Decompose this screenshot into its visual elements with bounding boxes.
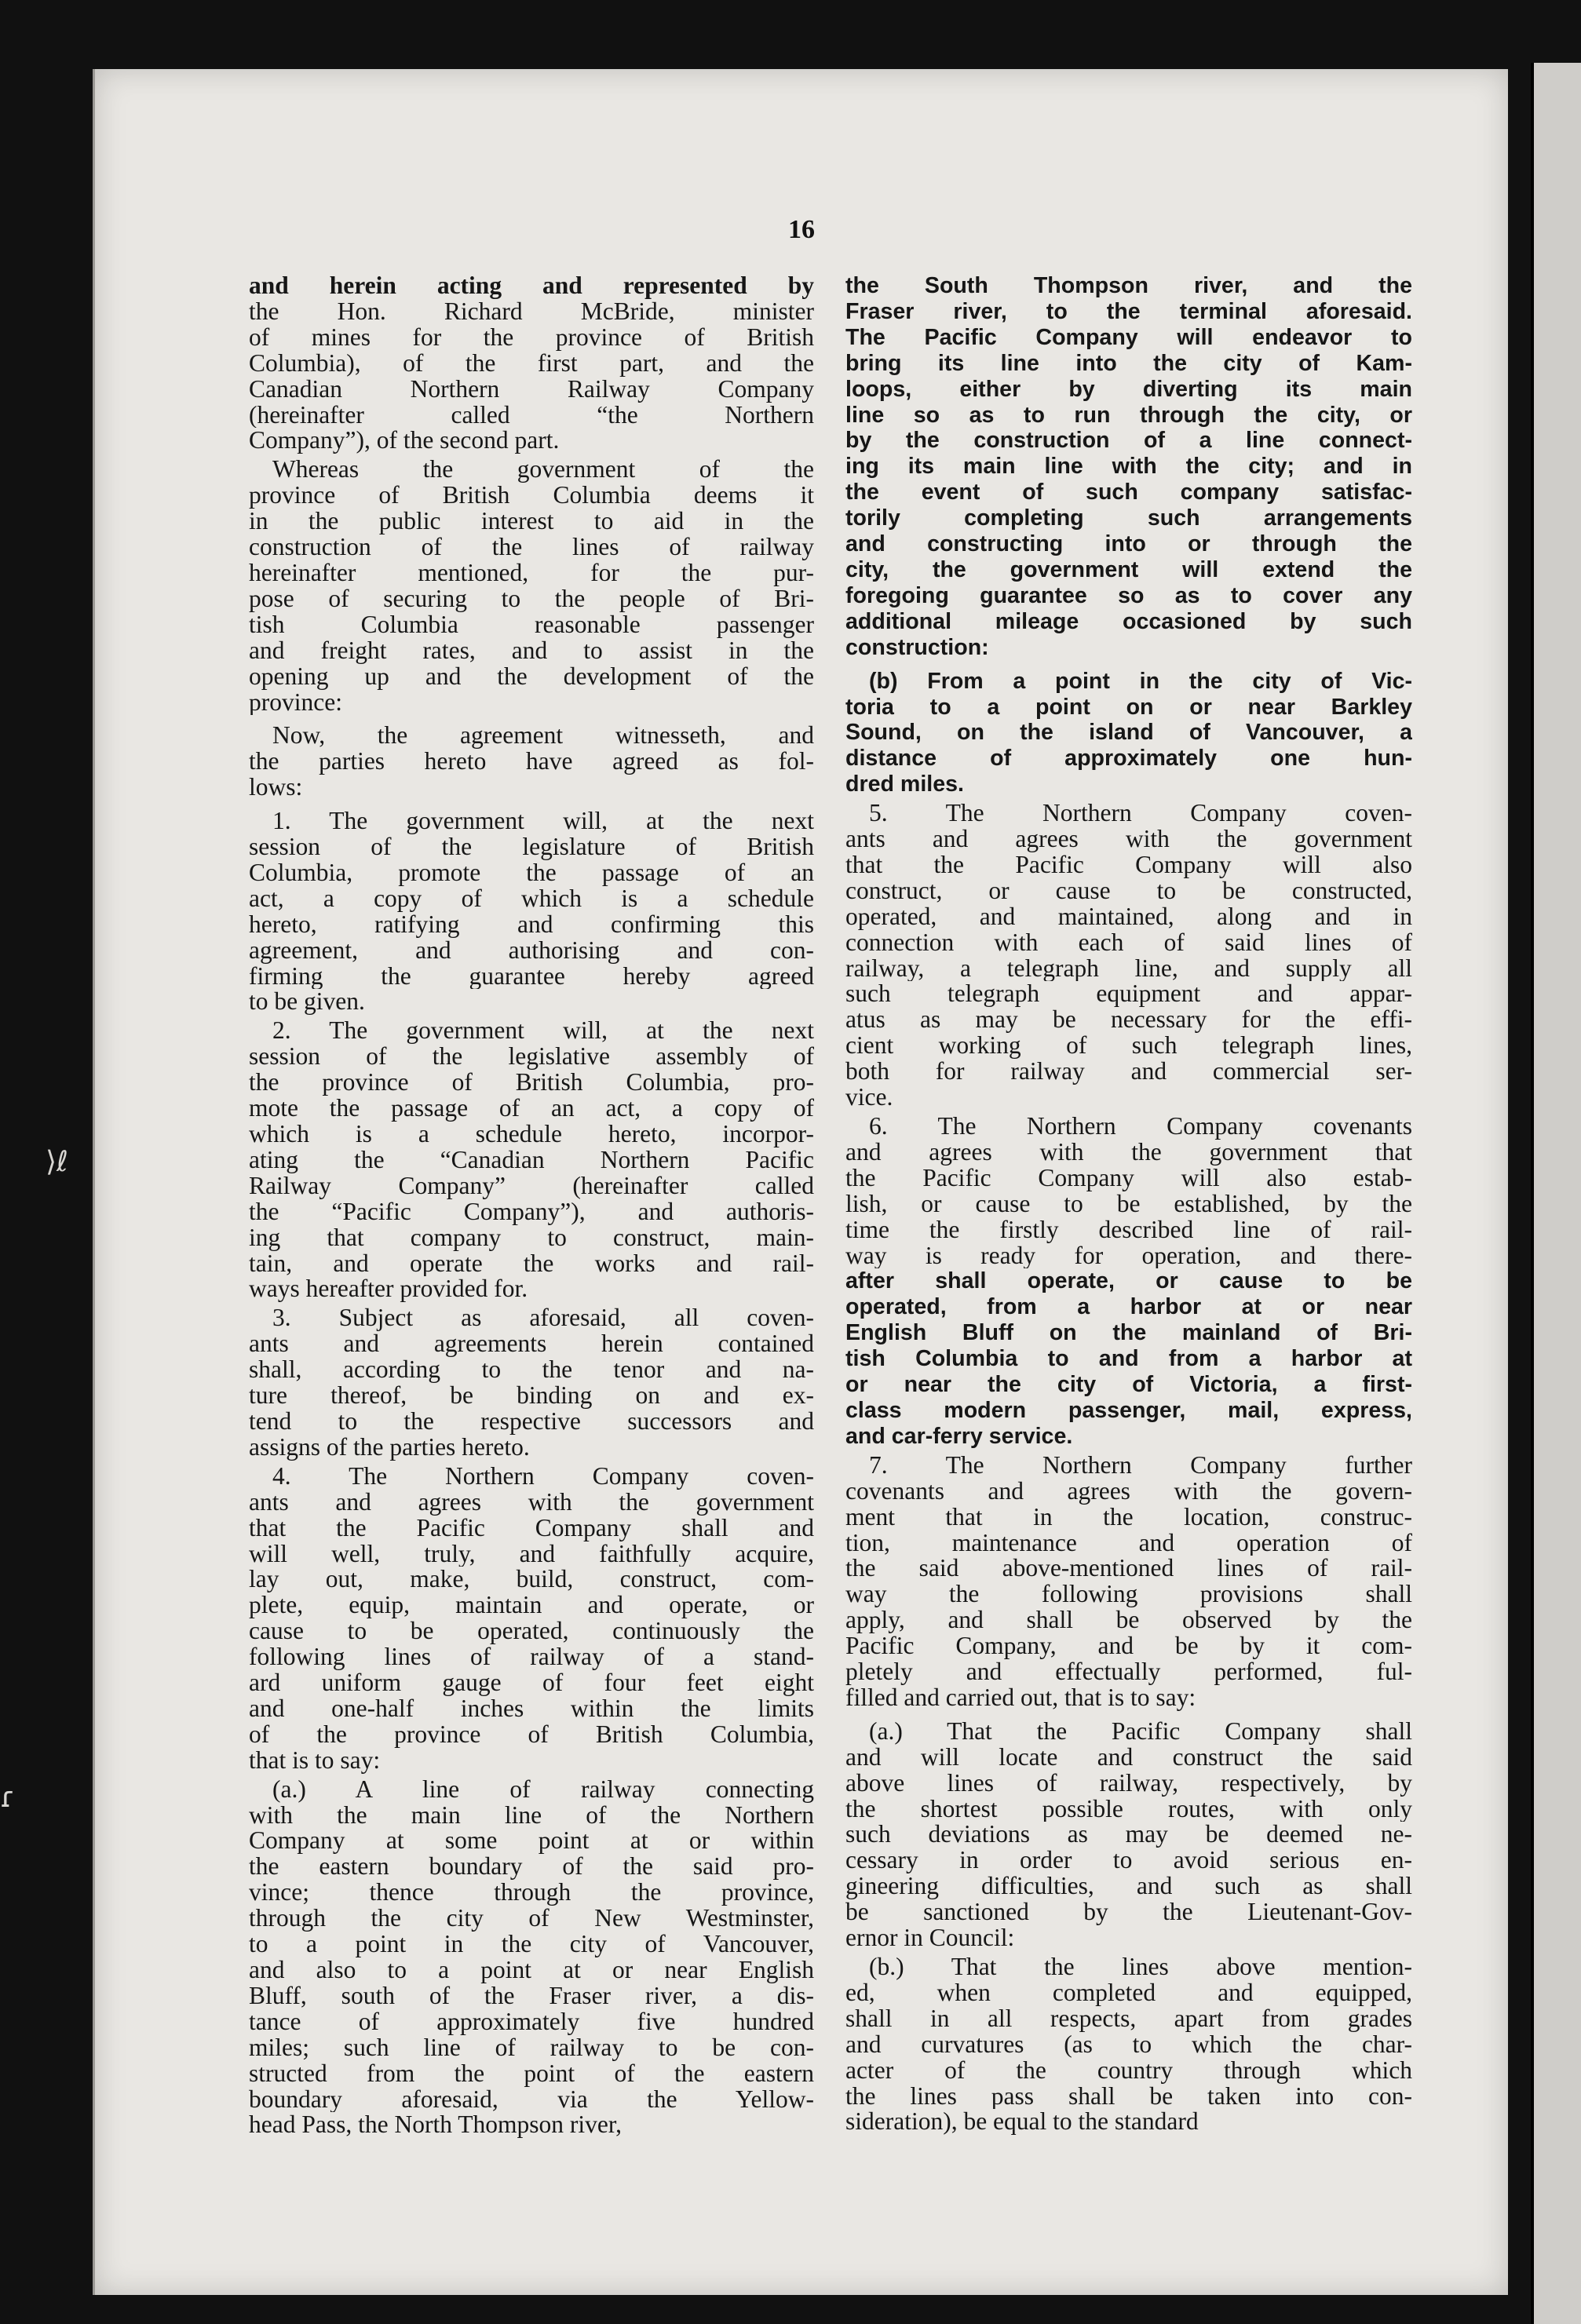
- text-line: such deviations as may be deemed ne-: [845, 1822, 1412, 1848]
- text-line: hereto, ratifying and confirming this: [249, 911, 814, 938]
- text-line: (b) From a point in the city of Vic-: [869, 668, 1412, 694]
- text-line: session of the legislature of British: [249, 834, 814, 860]
- text-line: miles; such line of railway to be con-: [249, 2034, 814, 2061]
- text-line: distance of approximately one hun-: [845, 746, 1412, 772]
- text-line: be sanctioned by the Lieutenant-Gov-: [845, 1899, 1412, 1926]
- text-line: will well, truly, and faithfully acquire,: [249, 1541, 814, 1567]
- paragraph: [845, 273, 1412, 661]
- text-line: such telegraph equipment and appar-: [845, 981, 1412, 1008]
- paragraph: [249, 1018, 814, 1302]
- text-line: and car-ferry service.: [845, 1423, 1073, 1449]
- text-line: shall, according to the tenor and na-: [249, 1357, 814, 1384]
- text-line: ating the “Canadian Northern Pacific: [249, 1147, 814, 1173]
- left-column: [249, 273, 814, 2141]
- text-line: 2. The government will, at the next: [272, 1018, 814, 1045]
- text-line: ernor in Council:: [845, 1925, 1015, 1951]
- text-line: construction:: [845, 634, 989, 660]
- text-line: railway, a telegraph line, and supply all: [845, 955, 1412, 982]
- text-line: ture thereof, be binding on and ex-: [249, 1383, 814, 1409]
- text-line: that the Pacific Company shall and: [249, 1515, 814, 1541]
- text-line: ed, when completed and equipped,: [845, 1979, 1412, 2006]
- paragraph: [249, 273, 814, 454]
- text-line: of the province of British Columbia,: [249, 1721, 814, 1748]
- text-line: to be given.: [249, 989, 365, 1016]
- text-line: the parties hereto have agreed as fol-: [249, 749, 814, 775]
- text-line: firming the guarantee hereby agreed: [249, 963, 814, 990]
- text-line: the Hon. Richard McBride, minister: [249, 298, 814, 325]
- text-line: filled and carried out, that is to say:: [845, 1684, 1196, 1711]
- text-line: 6. The Northern Company covenants: [869, 1114, 1412, 1140]
- text-line: which is a schedule hereto, incorpor-: [249, 1122, 814, 1147]
- text-line: and agrees with the government that: [845, 1139, 1412, 1166]
- text-line: that is to say:: [249, 1747, 381, 1774]
- text-line: ment that in the location, construc-: [845, 1504, 1412, 1530]
- text-line: tish Columbia to and from a harbor at: [845, 1346, 1412, 1372]
- text-line: Company at some point at or within: [249, 1828, 814, 1855]
- text-line: ing that company to construct, main-: [249, 1224, 814, 1251]
- margin-mark: ⟩ℓ: [46, 1146, 68, 1178]
- text-line: city, the government will extend the: [845, 556, 1412, 582]
- text-line: toria to a point on or near Barkley: [845, 694, 1412, 720]
- text-line: following lines of railway of a stand-: [249, 1644, 814, 1671]
- paragraph: [845, 801, 1412, 1111]
- text-line: ways hereafter provided for.: [249, 1276, 528, 1303]
- text-line: hereinafter mentioned, for the pur-: [249, 560, 814, 586]
- text-line: ants and agreements herein contained: [249, 1331, 814, 1358]
- text-line: ing its main line with the city; and in: [845, 454, 1412, 480]
- text-line: 4. The Northern Company coven-: [272, 1463, 814, 1490]
- text-line: way the following provisions shall: [845, 1582, 1412, 1608]
- text-line: plete, equip, maintain and operate, or: [249, 1593, 814, 1619]
- text-line: the said above-mentioned lines of rail-: [845, 1556, 1412, 1582]
- text-line: lay out, make, build, construct, com-: [249, 1567, 814, 1593]
- text-line: connection with each of said lines of: [845, 929, 1412, 956]
- text-line: 1. The government will, at the next: [272, 808, 814, 835]
- text-line: torily completing such arrangements: [845, 505, 1412, 531]
- text-line: mote the passage of an act, a copy of: [249, 1096, 814, 1122]
- text-line: construction of the lines of railway: [249, 534, 814, 560]
- text-line: the event of such company satisfac-: [845, 480, 1412, 505]
- text-line: Bluff, south of the Fraser river, a dis-: [249, 1983, 814, 2009]
- paragraph: [249, 723, 814, 801]
- text-line: the Pacific Company will also estab-: [845, 1165, 1412, 1191]
- text-line: and also to a point at or near English: [249, 1957, 814, 1983]
- text-line: or near the city of Victoria, a first-: [845, 1372, 1412, 1398]
- text-line: act, a copy of which is a schedule: [249, 885, 814, 912]
- text-line: vice.: [845, 1085, 893, 1111]
- paragraph: [249, 808, 814, 1015]
- text-line: and will locate and construct the said: [845, 1744, 1412, 1771]
- paragraph: [845, 669, 1412, 798]
- text-line: structed from the point of the eastern: [249, 2060, 814, 2087]
- text-line: dred miles.: [845, 772, 964, 797]
- text-line: Pacific Company, and be by it com-: [845, 1633, 1412, 1660]
- text-line: to a point in the city of Vancouver,: [249, 1932, 814, 1957]
- text-line: cessary in order to avoid serious en-: [845, 1848, 1412, 1874]
- text-line: Fraser river, to the terminal aforesaid.: [845, 298, 1412, 324]
- paragraph: [249, 457, 814, 715]
- text-line: shall in all respects, apart from grades: [845, 2005, 1412, 2032]
- adjacent-page-edge: [1531, 63, 1581, 2324]
- text-line: 5. The Northern Company coven-: [869, 801, 1412, 827]
- text-line: lows:: [249, 775, 303, 801]
- text-line: lish, or cause to be established, by the: [845, 1191, 1412, 1217]
- text-line: (hereinafter called “the Northern: [249, 402, 814, 429]
- text-line: that the Pacific Company will also: [845, 852, 1412, 878]
- text-line: session of the legislative assembly of: [249, 1044, 814, 1071]
- text-line: head Pass, the North Thompson river,: [249, 2112, 622, 2139]
- text-line: construct, or cause to be constructed,: [845, 877, 1412, 904]
- text-line: Railway Company” (hereinafter called: [249, 1173, 814, 1199]
- text-line: in the public interest to aid in the: [249, 509, 814, 535]
- text-line: and one-half inches within the limits: [249, 1695, 814, 1722]
- text-line: boundary aforesaid, via the Yellow-: [249, 2086, 814, 2113]
- text-line: 7. The Northern Company further: [869, 1452, 1412, 1479]
- text-line: apply, and shall be observed by the: [845, 1607, 1412, 1634]
- text-line: Now, the agreement witnesseth, and: [272, 723, 814, 750]
- text-line: the shortest possible routes, with only: [845, 1796, 1412, 1822]
- paragraph: [249, 1464, 814, 1774]
- text-line: tain, and operate the works and rail-: [249, 1250, 814, 1277]
- text-line: (a.) A line of railway connecting: [272, 1776, 814, 1803]
- text-line: province of British Columbia deems it: [249, 483, 814, 509]
- text-line: tance of approximately five hundred: [249, 2008, 814, 2035]
- text-line: covenants and agrees with the govern-: [845, 1478, 1412, 1505]
- text-line: (a.) That the Pacific Company shall: [869, 1718, 1412, 1745]
- text-line: the province of British Columbia, pro-: [249, 1070, 814, 1096]
- text-line: Company”), of the second part.: [249, 428, 560, 454]
- text-line: the “Pacific Company”), and authoris-: [249, 1198, 814, 1225]
- paragraph: [249, 1777, 814, 2139]
- paragraph: [845, 1719, 1412, 1951]
- text-line: Columbia, promote the passage of an: [249, 859, 814, 886]
- right-column: [845, 273, 1412, 2138]
- text-line: and herein acting and represented by: [249, 273, 814, 299]
- text-line: sideration), be equal to the standard: [845, 2109, 1199, 2136]
- text-line: cient working of such telegraph lines,: [845, 1033, 1412, 1060]
- margin-mark: ɾ: [0, 1782, 16, 1814]
- text-line: class modern passenger, mail, express,: [845, 1397, 1412, 1423]
- text-line: Sound, on the island of Vancouver, a: [845, 720, 1412, 746]
- text-line: gineering difficulties, and such as shall: [845, 1873, 1412, 1900]
- text-line: way is ready for operation, and there-: [845, 1242, 1412, 1269]
- text-line: bring its line into the city of Kam-: [845, 350, 1412, 376]
- text-line: line so as to run through the city, or: [845, 402, 1412, 428]
- paragraph: [845, 1453, 1412, 1711]
- text-line: time the firstly described line of rail-: [845, 1217, 1412, 1243]
- text-line: ard uniform gauge of four feet eight: [249, 1670, 814, 1696]
- text-line: pletely and effectually performed, ful-: [845, 1659, 1412, 1685]
- text-line: with the main line of the Northern: [249, 1802, 814, 1829]
- paragraph: [249, 1305, 814, 1460]
- text-line: through the city of New Westminster,: [249, 1906, 814, 1932]
- text-line: ants and agrees with the government: [249, 1489, 814, 1516]
- text-line: ants and agrees with the government: [845, 826, 1412, 852]
- text-line: Whereas the government of the: [272, 457, 814, 483]
- text-line: above lines of railway, respectively, by: [845, 1770, 1412, 1797]
- text-line: the South Thompson river, and the: [845, 273, 1412, 298]
- text-line: tish Columbia reasonable passenger: [249, 611, 814, 638]
- paragraph: [845, 1114, 1412, 1450]
- text-line: and freight rates, and to assist in the: [249, 637, 814, 664]
- text-line: province:: [249, 689, 342, 716]
- text-line: vince; thence through the province,: [249, 1880, 814, 1906]
- paragraph: [845, 1954, 1412, 2135]
- text-line: operated, from a harbor at or near: [845, 1294, 1412, 1320]
- text-line: both for railway and commercial ser-: [845, 1059, 1412, 1085]
- text-line: the eastern boundary of the said pro-: [249, 1854, 814, 1881]
- text-line: assigns of the parties hereto.: [249, 1434, 530, 1461]
- text-line: Columbia), of the first part, and the: [249, 350, 814, 377]
- text-line: after shall operate, or cause to be: [845, 1268, 1412, 1294]
- text-line: operated, and maintained, along and in: [845, 903, 1412, 930]
- text-line: of mines for the province of British: [249, 324, 814, 351]
- text-line: (b.) That the lines above mention-: [869, 1954, 1412, 1980]
- text-line: additional mileage occasioned by such: [845, 608, 1412, 634]
- text-line: foregoing guarantee so as to cover any: [845, 582, 1412, 608]
- text-line: English Bluff on the mainland of Bri-: [845, 1320, 1412, 1346]
- text-line: 3. Subject as aforesaid, all coven-: [272, 1305, 814, 1332]
- text-line: cause to be operated, continuously the: [249, 1618, 814, 1645]
- text-line: and constructing into or through the: [845, 531, 1412, 557]
- text-line: tend to the respective successors and: [249, 1408, 814, 1435]
- text-line: loops, either by diverting its main: [845, 376, 1412, 402]
- text-line: tion, maintenance and operation of: [845, 1530, 1412, 1556]
- text-line: by the construction of a line connect-: [845, 428, 1412, 454]
- text-line: agreement, and authorising and con-: [249, 937, 814, 964]
- scanned-page: [93, 69, 1508, 2295]
- text-line: opening up and the development of the: [249, 663, 814, 690]
- text-line: The Pacific Company will endeavor to: [845, 324, 1412, 350]
- text-line: Canadian Northern Railway Company: [249, 376, 814, 403]
- text-line: and curvatures (as to which the char-: [845, 2031, 1412, 2058]
- page-number: 16: [788, 215, 815, 244]
- text-line: pose of securing to the people of Bri-: [249, 586, 814, 612]
- text-line: atus as may be necessary for the effi-: [845, 1007, 1412, 1034]
- text-line: acter of the country through which: [845, 2057, 1412, 2084]
- text-line: the lines pass shall be taken into con-: [845, 2083, 1412, 2110]
